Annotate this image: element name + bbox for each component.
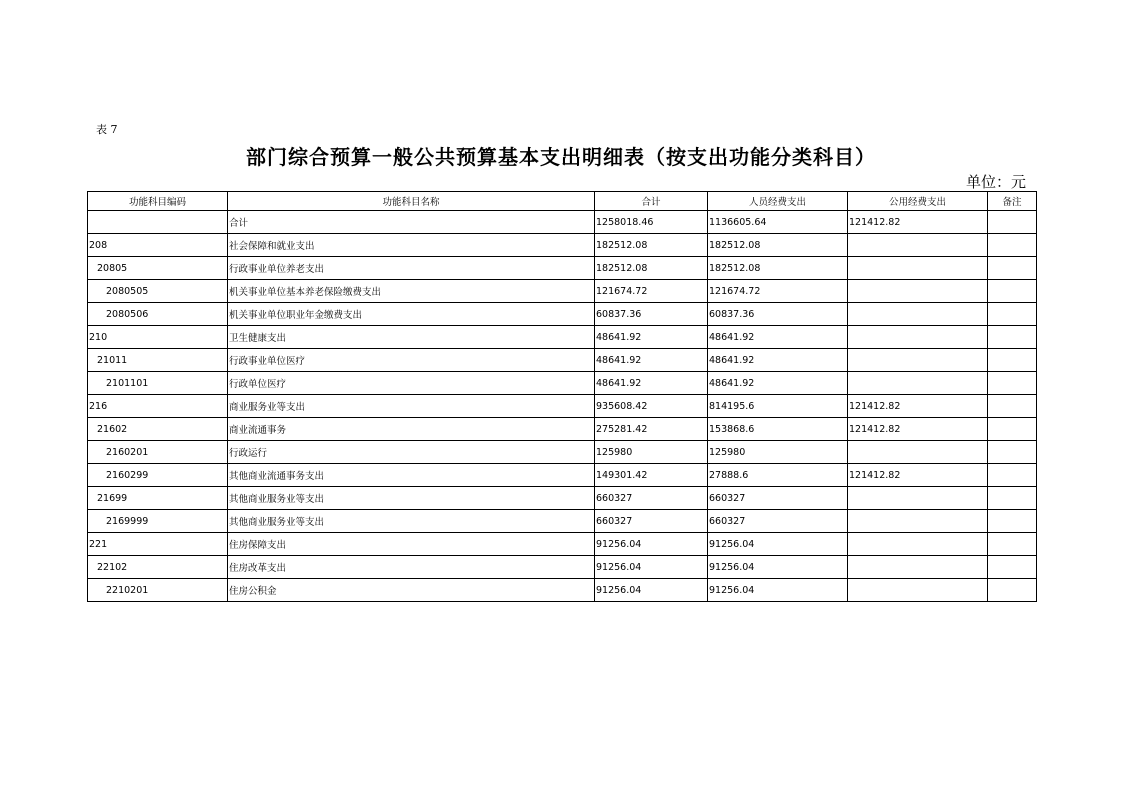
cell-code: 2080506 [88, 303, 228, 326]
table-row [88, 533, 1037, 556]
cell-code: 210 [88, 326, 228, 349]
table-row [88, 234, 1037, 257]
budget-table [87, 191, 1037, 602]
cell-name: 社会保障和就业支出 [228, 234, 595, 257]
cell-public [848, 556, 988, 579]
cell-public: 121412.82 [848, 464, 988, 487]
header-remark: 备注 [988, 192, 1037, 211]
cell-total: 48641.92 [595, 349, 708, 372]
cell-total: 91256.04 [595, 579, 708, 602]
cell-total: 125980 [595, 441, 708, 464]
cell-code: 21699 [88, 487, 228, 510]
cell-name: 机关事业单位基本养老保险缴费支出 [228, 280, 595, 303]
table-row [88, 487, 1037, 510]
table-row [88, 464, 1037, 487]
table-row [88, 280, 1037, 303]
cell-personnel: 125980 [708, 441, 848, 464]
cell-name: 行政事业单位医疗 [228, 349, 595, 372]
cell-total: 660327 [595, 510, 708, 533]
cell-code: 2101101 [88, 372, 228, 395]
cell-name: 行政运行 [228, 441, 595, 464]
table-row [88, 441, 1037, 464]
cell-total: 275281.42 [595, 418, 708, 441]
cell-code: 2160201 [88, 441, 228, 464]
cell-name: 其他商业服务业等支出 [228, 510, 595, 533]
cell-name: 合计 [228, 211, 595, 234]
cell-name: 行政单位医疗 [228, 372, 595, 395]
cell-code: 2080505 [88, 280, 228, 303]
cell-remark [988, 464, 1037, 487]
cell-personnel: 91256.04 [708, 579, 848, 602]
cell-remark [988, 579, 1037, 602]
cell-personnel: 660327 [708, 487, 848, 510]
cell-personnel: 48641.92 [708, 372, 848, 395]
cell-total: 149301.42 [595, 464, 708, 487]
cell-remark [988, 257, 1037, 280]
table-row [88, 326, 1037, 349]
cell-total: 660327 [595, 487, 708, 510]
cell-personnel: 48641.92 [708, 326, 848, 349]
cell-remark [988, 556, 1037, 579]
cell-personnel: 814195.6 [708, 395, 848, 418]
cell-remark [988, 441, 1037, 464]
cell-total: 935608.42 [595, 395, 708, 418]
cell-total: 48641.92 [595, 326, 708, 349]
cell-public [848, 234, 988, 257]
cell-public [848, 326, 988, 349]
cell-personnel: 182512.08 [708, 234, 848, 257]
cell-name: 卫生健康支出 [228, 326, 595, 349]
header-row [88, 192, 1037, 211]
cell-total: 1258018.46 [595, 211, 708, 234]
cell-name: 住房公积金 [228, 579, 595, 602]
cell-code: 20805 [88, 257, 228, 280]
cell-total: 91256.04 [595, 533, 708, 556]
cell-name: 商业流通事务 [228, 418, 595, 441]
cell-personnel: 121674.72 [708, 280, 848, 303]
cell-code: 216 [88, 395, 228, 418]
cell-remark [988, 326, 1037, 349]
cell-name: 行政事业单位养老支出 [228, 257, 595, 280]
cell-personnel: 27888.6 [708, 464, 848, 487]
cell-public [848, 349, 988, 372]
cell-code: 221 [88, 533, 228, 556]
cell-code: 22102 [88, 556, 228, 579]
cell-public [848, 257, 988, 280]
table-row [88, 257, 1037, 280]
header-total: 合计 [595, 192, 708, 211]
cell-total: 182512.08 [595, 234, 708, 257]
cell-public [848, 510, 988, 533]
page-title: 部门综合预算一般公共预算基本支出明细表（按支出功能分类科目） [246, 145, 876, 169]
cell-code: 2160299 [88, 464, 228, 487]
cell-public [848, 372, 988, 395]
table-body [88, 211, 1037, 602]
cell-personnel: 1136605.64 [708, 211, 848, 234]
cell-name: 商业服务业等支出 [228, 395, 595, 418]
cell-personnel: 660327 [708, 510, 848, 533]
cell-code: 21602 [88, 418, 228, 441]
cell-remark [988, 510, 1037, 533]
cell-code: 208 [88, 234, 228, 257]
cell-personnel: 91256.04 [708, 556, 848, 579]
header-public: 公用经费支出 [848, 192, 988, 211]
cell-total: 182512.08 [595, 257, 708, 280]
table-row [88, 510, 1037, 533]
cell-public [848, 441, 988, 464]
table-row [88, 418, 1037, 441]
header-personnel: 人员经费支出 [708, 192, 848, 211]
cell-total: 48641.92 [595, 372, 708, 395]
cell-name: 机关事业单位职业年金缴费支出 [228, 303, 595, 326]
table-row [88, 349, 1037, 372]
cell-total: 91256.04 [595, 556, 708, 579]
cell-remark [988, 211, 1037, 234]
cell-name: 住房改革支出 [228, 556, 595, 579]
table-row [88, 579, 1037, 602]
unit-label: 单位：元 [965, 173, 1026, 191]
cell-name: 住房保障支出 [228, 533, 595, 556]
table-row [88, 395, 1037, 418]
cell-total: 60837.36 [595, 303, 708, 326]
cell-personnel: 182512.08 [708, 257, 848, 280]
cell-name: 其他商业流通事务支出 [228, 464, 595, 487]
cell-remark [988, 372, 1037, 395]
cell-code: 21011 [88, 349, 228, 372]
cell-personnel: 153868.6 [708, 418, 848, 441]
cell-public: 121412.82 [848, 395, 988, 418]
cell-code: 2210201 [88, 579, 228, 602]
table-header [88, 192, 1037, 211]
cell-remark [988, 234, 1037, 257]
cell-public [848, 280, 988, 303]
cell-code: 2169999 [88, 510, 228, 533]
cell-remark [988, 303, 1037, 326]
table-row [88, 303, 1037, 326]
table-row [88, 372, 1037, 395]
cell-remark [988, 487, 1037, 510]
table-row [88, 556, 1037, 579]
cell-total: 121674.72 [595, 280, 708, 303]
cell-personnel: 48641.92 [708, 349, 848, 372]
cell-remark [988, 349, 1037, 372]
cell-personnel: 60837.36 [708, 303, 848, 326]
header-name: 功能科目名称 [228, 192, 595, 211]
cell-public [848, 487, 988, 510]
cell-remark [988, 280, 1037, 303]
cell-public [848, 579, 988, 602]
cell-remark [988, 395, 1037, 418]
cell-public: 121412.82 [848, 211, 988, 234]
cell-name: 其他商业服务业等支出 [228, 487, 595, 510]
cell-public [848, 533, 988, 556]
table-row [88, 211, 1037, 234]
cell-public [848, 303, 988, 326]
cell-public: 121412.82 [848, 418, 988, 441]
cell-personnel: 91256.04 [708, 533, 848, 556]
table-number: 表 7 [96, 123, 118, 136]
cell-remark [988, 418, 1037, 441]
header-code: 功能科目编码 [88, 192, 228, 211]
cell-remark [988, 533, 1037, 556]
cell-code [88, 211, 228, 234]
